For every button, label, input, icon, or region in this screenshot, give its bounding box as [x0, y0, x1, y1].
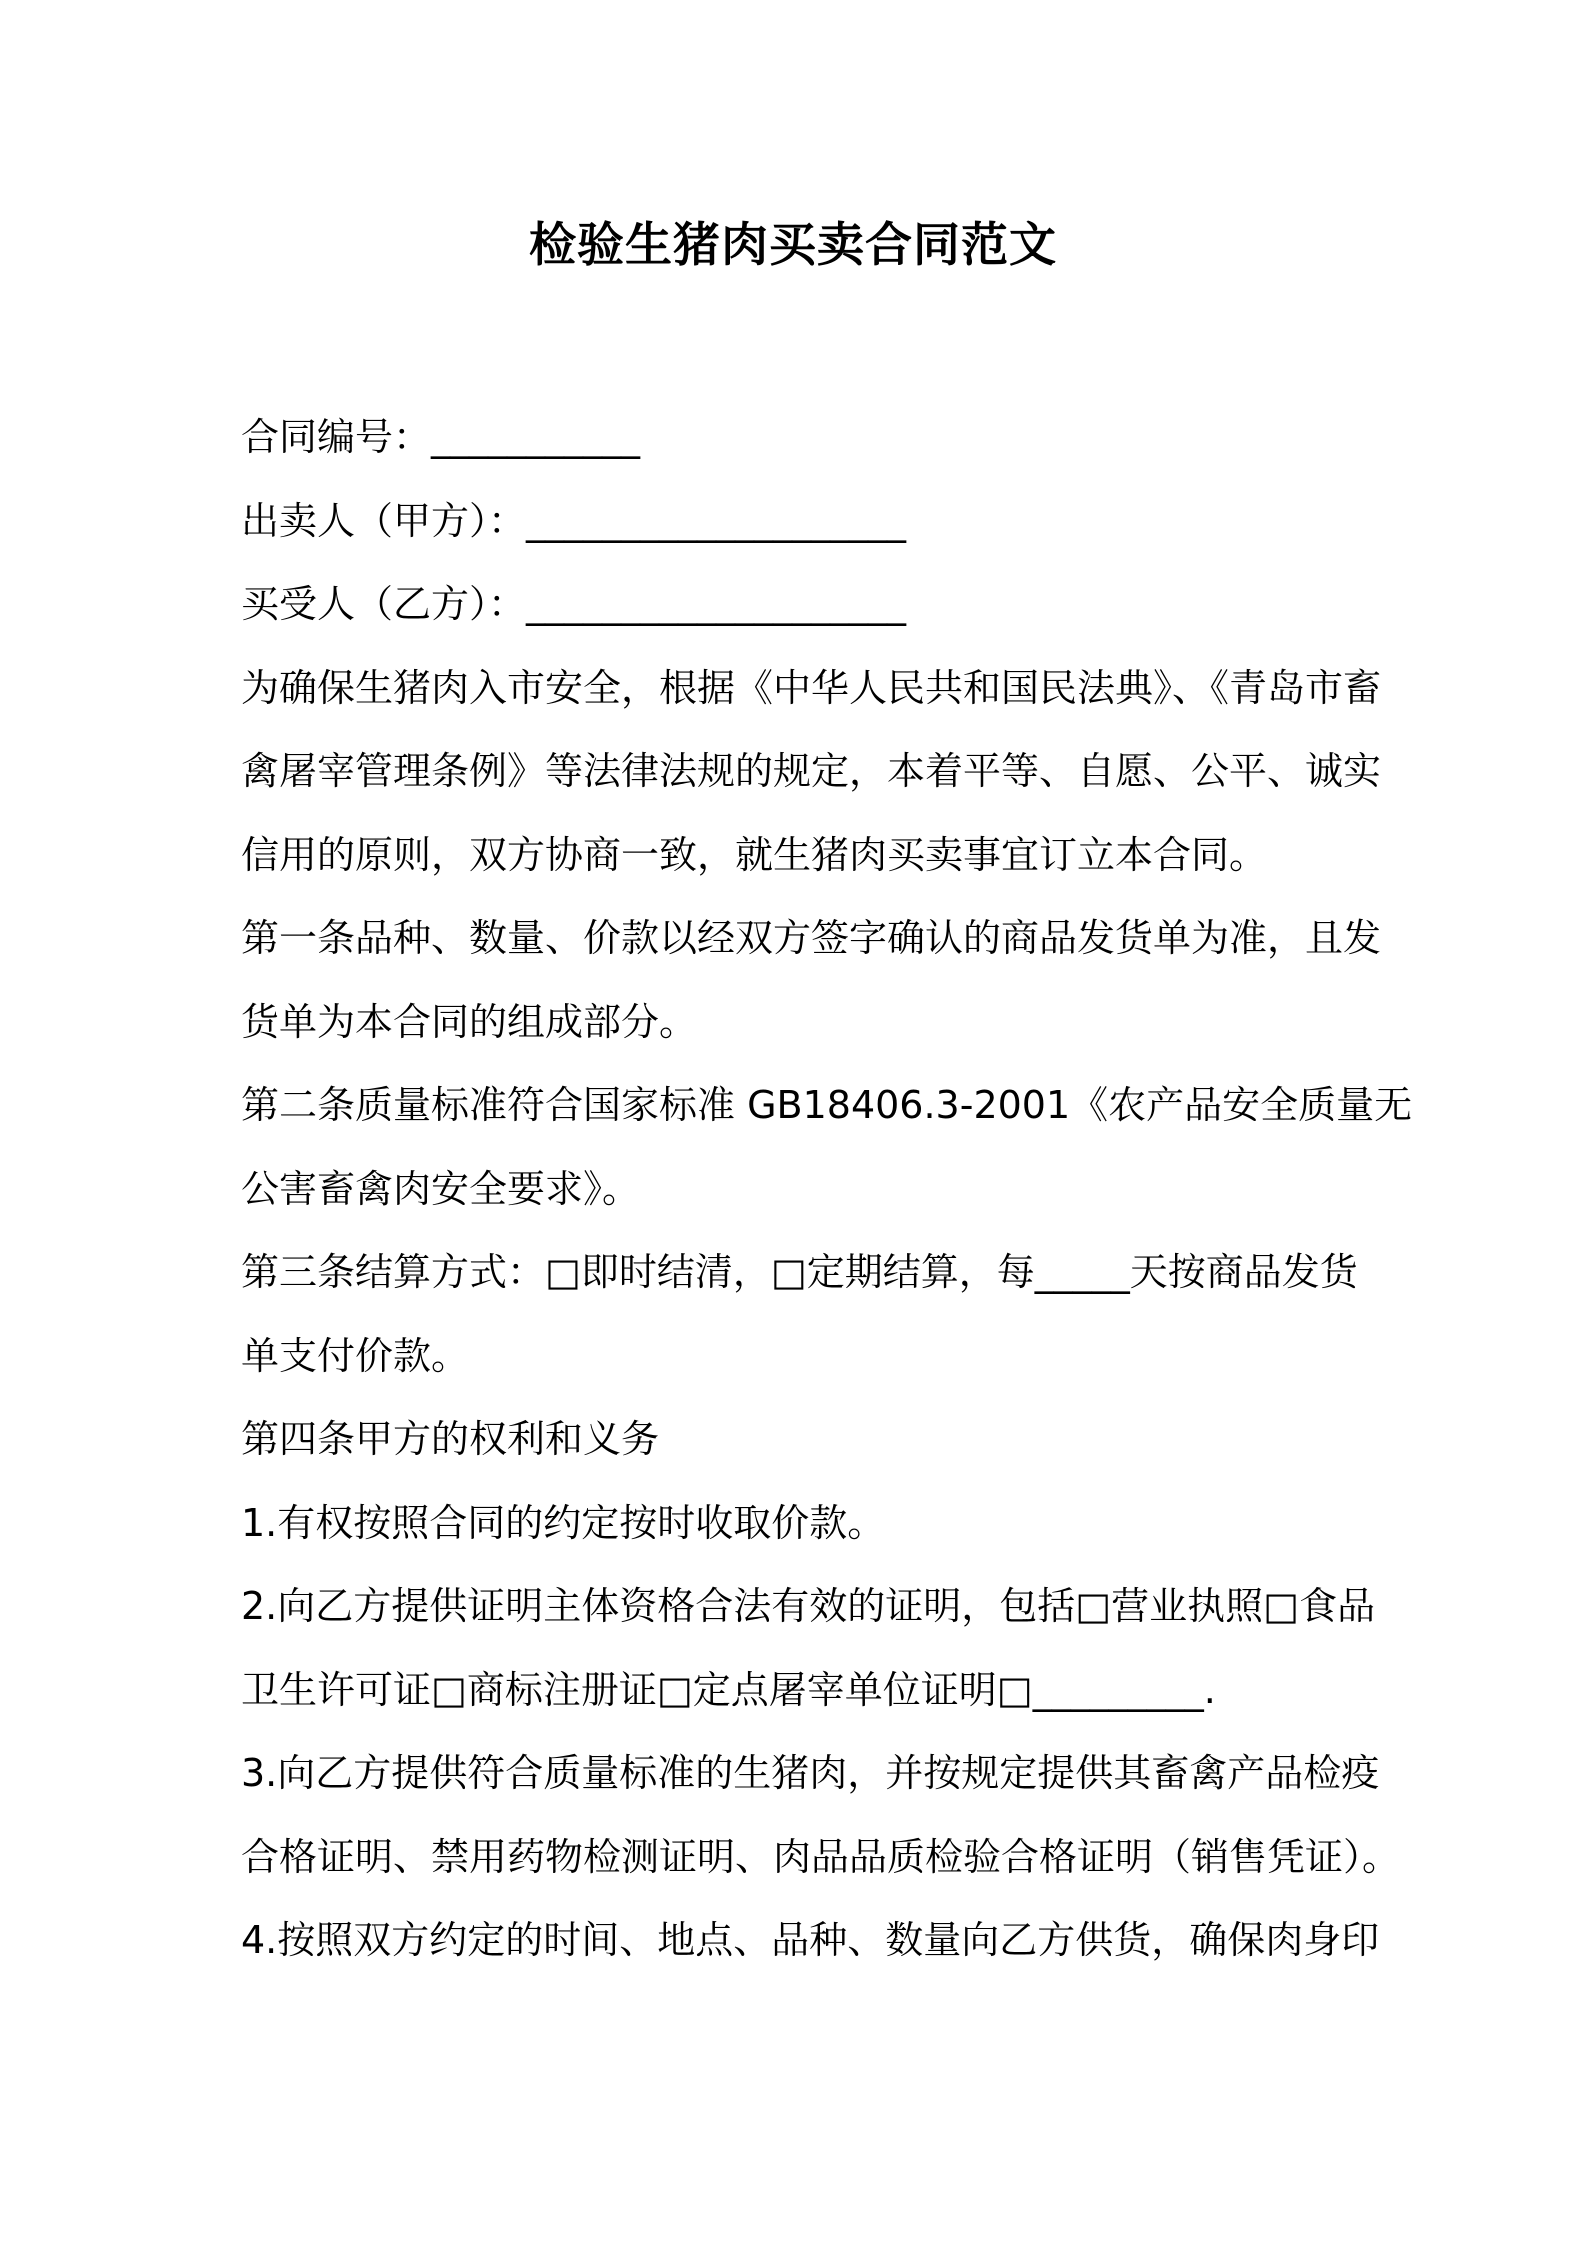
clause-1-line: 1.有权按照合同的约定按时收取价款。 — [241, 1500, 886, 1545]
article-1-line: 货单为本合同的组成部分。 — [241, 999, 698, 1044]
contract-body — [241, 396, 1413, 1983]
article-1-line: 第一条品种、数量、价款以经双方签字确认的商品发货单为准，且发 — [241, 916, 1382, 960]
clause-3-line: 3.向乙方提供符合质量标准的生猪肉，并按规定提供其畜禽产品检疫 — [241, 1751, 1380, 1795]
article-4-heading: 第四条甲方的权利和义务 — [241, 1417, 660, 1461]
article-3-line: 单支付价款。 — [241, 1333, 470, 1378]
buyer-line: 买受人（乙方）：____________________ — [241, 582, 907, 626]
preamble-line: 为确保生猪肉入市安全，根据《中华人民共和国民法典》、《青岛市畜 — [241, 665, 1382, 710]
seller-line: 出卖人（甲方）：____________________ — [241, 498, 907, 543]
preamble-line: 信用的原则，双方协商一致，就生猪肉买卖事宜订立本合同。 — [241, 832, 1268, 877]
clause-3-line: 合格证明、禁用药物检测证明、肉品品质检验合格证明（销售凭证）。 — [241, 1834, 1401, 1879]
article-2-line: 公害畜禽肉安全要求》。 — [241, 1166, 641, 1211]
preamble-line: 禽屠宰管理条例》等法律法规的规定，本着平等、自愿、公平、诚实 — [241, 749, 1382, 793]
document-title: 检验生猪肉买卖合同范文 — [529, 218, 1057, 273]
article-2-line: 第二条质量标准符合国家标准 GB18406.3-2001《农产品安全质量无 — [241, 1083, 1413, 1127]
clause-2-line: 2.向乙方提供证明主体资格合法有效的证明，包括□营业执照□食品 — [241, 1584, 1376, 1628]
clause-2-line: 卫生许可证□商标注册证□定点屠宰单位证明□_________. — [241, 1667, 1216, 1712]
contract-number-line: 合同编号：___________ — [241, 415, 641, 459]
clause-4-line: 4.按照双方约定的时间、地点、品种、数量向乙方供货，确保肉身印 — [241, 1918, 1380, 1962]
article-3-line: 第三条结算方式：□即时结清，□定期结算，每_____天按商品发货 — [241, 1250, 1358, 1294]
